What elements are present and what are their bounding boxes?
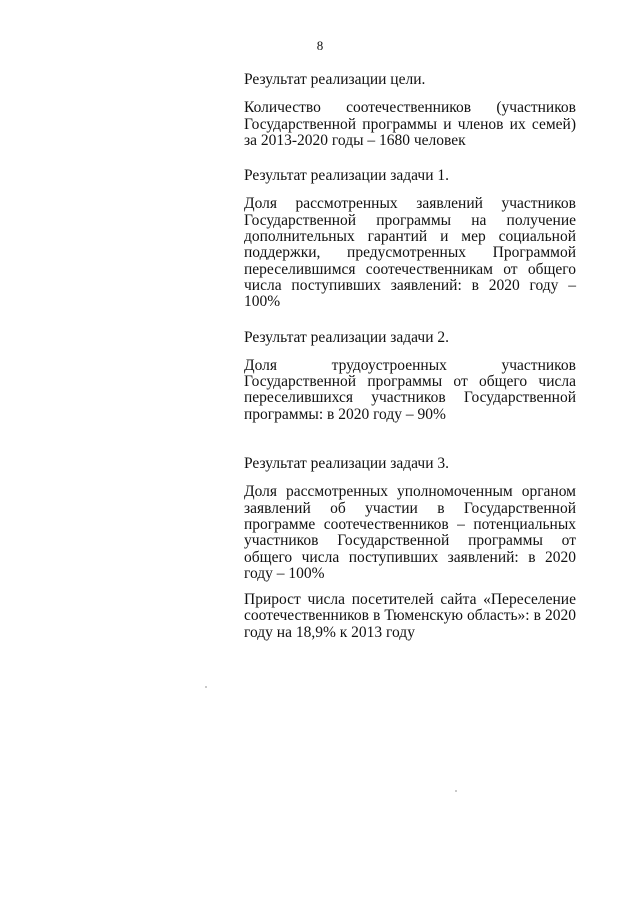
section-heading: Результат реализации задачи 3. <box>244 455 450 473</box>
section-paragraph: Доля рассмотренных уполномоченным органом заявлений об участии в Государственной программе соотечественников – потенциальных участников Государственной программы от общего числа поступивших заявлений: в 2020 году – 100% <box>244 483 576 582</box>
section-paragraph: Доля рассмотренных заявлений участников Государственной программы на получение дополнительных гарантий и мер социальной поддержки, предусмотренных Программой переселившимся соотечественникам от общего числа поступивших заявлений: в 2020 году – 100% <box>244 195 576 311</box>
section-heading: Результат реализации задачи 1. <box>244 167 450 185</box>
section-task-1-result <box>244 168 576 310</box>
scan-speck <box>455 790 457 792</box>
document-body <box>244 72 576 641</box>
section-task-2-result <box>244 330 576 423</box>
section-paragraph: Доля трудоустроенных участников Государственной программы от общего числа переселившихся участников Государственной программы: в 2020 году – 90% <box>244 356 576 423</box>
section-paragraph: Прирост числа посетителей сайта «Переселение соотечественников в Тюменскую область»: в 2020 году на 18,9% к 2013 году <box>244 591 576 641</box>
section-heading: Результат реализации цели. <box>244 71 426 88</box>
section-paragraph: Количество соотечественников (участников Государственной программы и членов их семей) за 2013-2020 годы – 1680 человек <box>244 99 576 149</box>
page-number: 8 <box>316 38 324 53</box>
section-goal-result <box>244 72 576 149</box>
scan-speck <box>205 686 207 688</box>
section-task-3-result <box>244 456 576 641</box>
section-heading: Результат реализации задачи 2. <box>244 328 450 346</box>
